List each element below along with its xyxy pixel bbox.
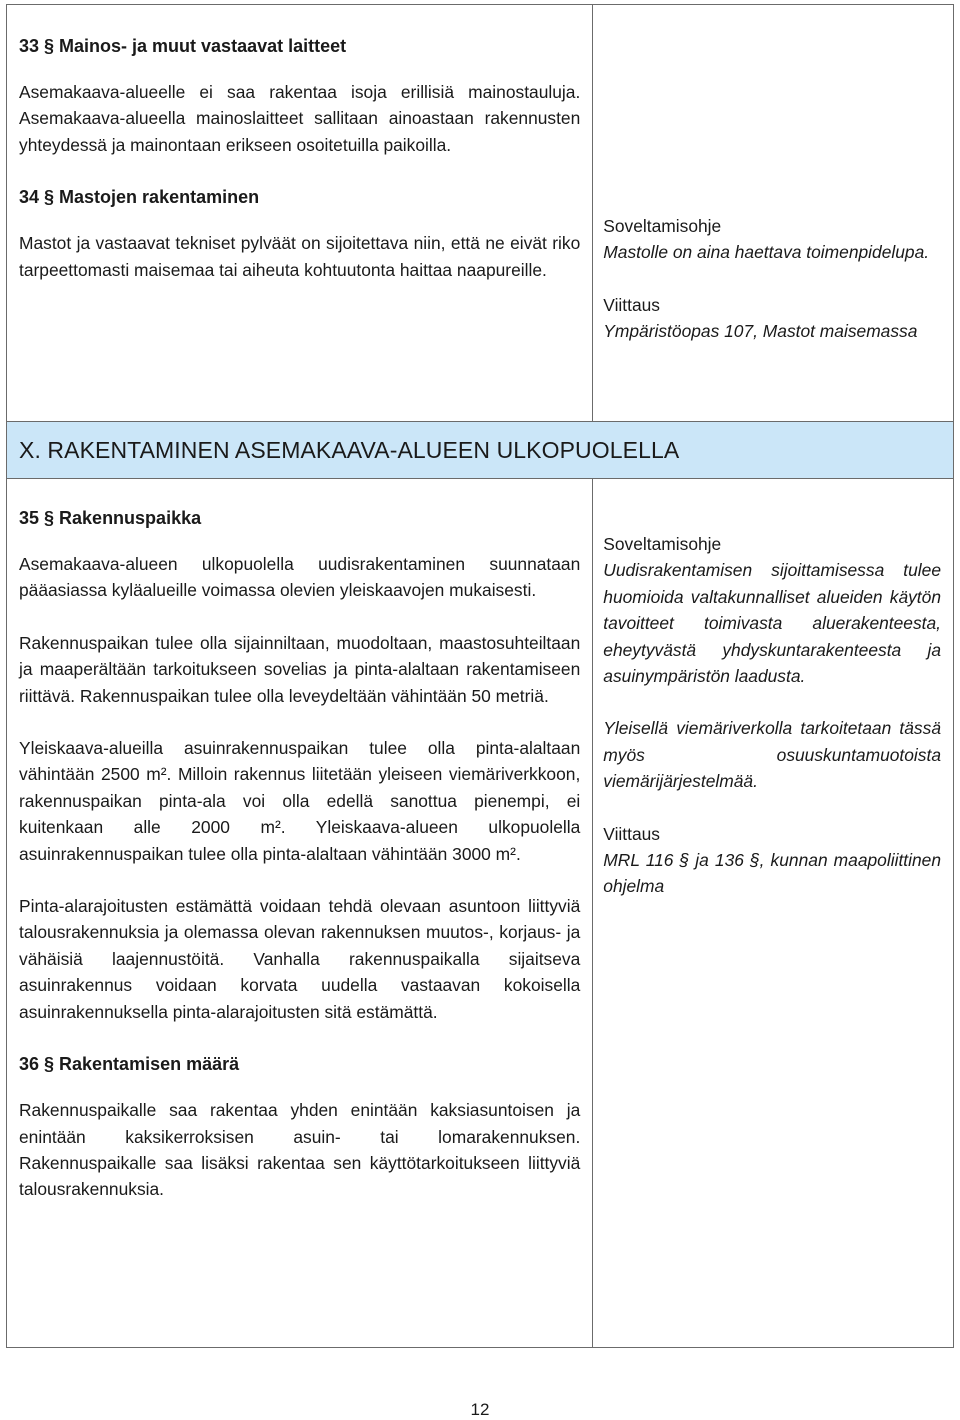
- chapter-band-row: [7, 422, 954, 479]
- section-34-paragraph: Mastot ja vastaavat tekniset pylväät on sijoitettava niin, että ne eivät riko tarpeettomasti maisemaa tai aiheuta kohtuutonta haittaa naapureille.: [19, 233, 581, 280]
- section-34-heading: 34 § Mastojen rakentaminen: [19, 187, 260, 208]
- table-row: [7, 479, 954, 1348]
- regulation-text-cell: [7, 479, 593, 1348]
- reference-label: Viittaus: [603, 294, 660, 315]
- guidance-text: Mastolle on aina haettava toimenpidelupa.: [603, 242, 930, 263]
- reference-label: Viittaus: [603, 823, 660, 844]
- chapter-band: [7, 422, 954, 479]
- section-35-heading: 35 § Rakennuspaikka: [19, 508, 202, 528]
- reference-text: Ympäristöopas 107, Mastot maisemassa: [603, 321, 918, 342]
- reference-text: MRL 116 § ja 136 §, kunnan maapoliittinen ohjelma: [603, 850, 941, 897]
- guidance-cell: [593, 479, 954, 1348]
- chapter-title: X. RAKENTAMINEN ASEMAKAAVA-ALUEEN ULKOPUOLELLA: [19, 437, 680, 463]
- page-number: 12: [470, 1400, 490, 1419]
- guidance-cell: [593, 5, 954, 422]
- regulation-text-cell: [7, 5, 593, 422]
- guidance-label: Soveltamisohje: [603, 216, 722, 236]
- guidance-label: Soveltamisohje: [603, 534, 722, 554]
- guidance-text-1: Uudisrakentamisen sijoittamisessa tulee huomioida valtakunnalliset alueiden käytön tavoitteet toimivasta aluerakenteesta, eheytyvästä yhdyskuntarakenteesta ja asuinympäristön laadusta.: [603, 560, 941, 687]
- section-33-paragraph: Asemakaava-alueelle ei saa rakentaa isoja erillisiä mainostauluja. Asemakaava-alueella mainoslaitteet sallitaan ainoastaan rakennusten yhteydessä ja mainontaan erikseen osoitetuilla paikoilla.: [19, 82, 581, 155]
- section-36-heading: 36 § Rakentamisen määrä: [19, 1054, 240, 1075]
- section-35-paragraph-1: Asemakaava-alueen ulkopuolella uudisrakentaminen suunnataan pääasiassa kyläalueille voimassa olevien yleiskaavojen mukaisesti.: [19, 554, 581, 601]
- guidance-text-2: Yleisellä viemäriverkolla tarkoitetaan tässä myös osuuskuntamuotoista viemärijärjestelmää.: [603, 718, 941, 792]
- section-36-paragraph: Rakennuspaikalle saa rakentaa yhden enintään kaksiasuntoisen ja enintään kaksikerroksisen asuin- tai lomarakennuksen. Rakennuspaikalle saa lisäksi rakentaa sen käyttötarkoitukseen liittyviä talousrakennuksia.: [19, 1100, 581, 1200]
- section-35-paragraph-3: Yleiskaava-alueilla asuinrakennuspaikan tulee olla pinta-alaltaan vähintään 2500 m². Milloin rakennus liitetään yleiseen viemäriverkkoon, rakennuspaikan pinta-ala voi olla edellä sanottua pienempi, ei kuitenkaan alle 2000 m². Yleiskaava-alueen ulkopuolella asuinrakennuspaikan tulee olla pinta-alaltaan vähintään 3000 m².: [19, 738, 581, 864]
- section-33-heading: 33 § Mainos- ja muut vastaavat laitteet: [19, 36, 347, 56]
- section-35-paragraph-2: Rakennuspaikan tulee olla sijainniltaan, muodoltaan, maastosuhteiltaan ja maaperältään tarkoitukseen sovelias ja pinta-alaltaan rakentamiseen riittävä. Rakennuspaikan tulee olla leveydeltään vähintään 50 metriä.: [19, 632, 581, 706]
- regulation-table: [6, 4, 954, 1348]
- table-row: [7, 5, 954, 422]
- section-35-paragraph-4: Pinta-alarajoitusten estämättä voidaan tehdä olevaan asuntoon liittyviä talousrakennuksia ja olemassa olevan rakennuksen muutos-, korjaus- ja vähäisiä laajennustöitä. Vanhalla rakennuspaikalla sijaitseva asuinrakennus voidaan korvata uudella vastaavan kokoisella asuinrakennuksella pinta-alarajoitusten sitä estämättä.: [19, 896, 581, 1022]
